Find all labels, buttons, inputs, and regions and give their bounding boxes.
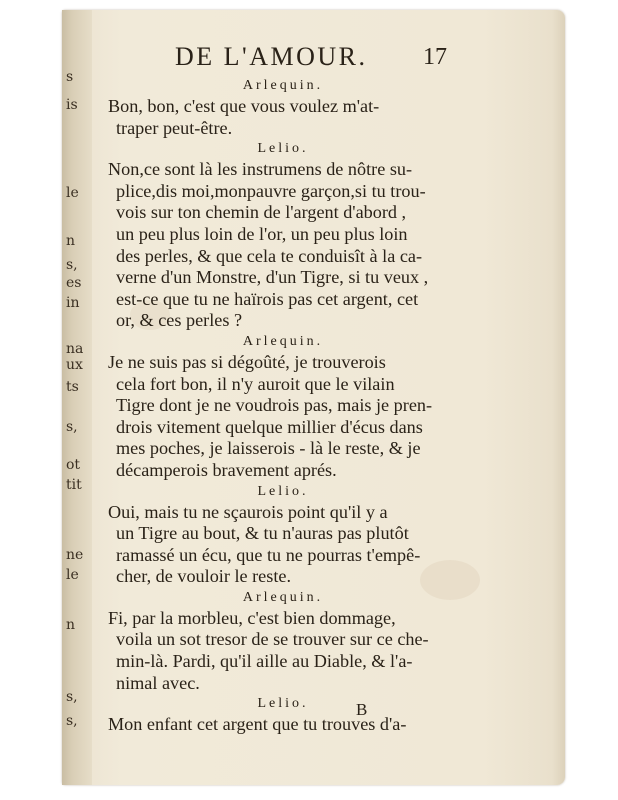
text-line: Non,ce sont là les instrumens de nôtre su- (108, 159, 413, 180)
text-line: drois vitement quelque millier d'écus dans (116, 416, 423, 437)
left-page-fragment: s (66, 69, 74, 85)
speaker-name: Arlequin. (242, 589, 324, 605)
text-line: traper peut-être. (116, 117, 233, 138)
dialogue-block (108, 482, 458, 588)
text-line: cher, de vouloir le reste. (116, 566, 292, 587)
left-page-fragment: in (66, 295, 80, 311)
left-page-fragment: ts (66, 379, 79, 395)
speaker-name: Lelio. (257, 141, 309, 157)
left-page-fragment: s, (66, 419, 78, 435)
text-line: Fi, par la morbleu, c'est bien dommage, (108, 607, 396, 628)
left-page-fragment: s, (66, 689, 78, 705)
text-line: Je ne suis pas si dégoûté, je trouverois (108, 351, 386, 372)
text-line: min-là. Pardi, qu'il aille au Diable, & l'a- (116, 651, 413, 672)
text-line: Bon, bon, c'est que vous voulez m'at- (108, 96, 380, 116)
left-page-fragment: tit (66, 477, 82, 493)
text-line: plice,dis moi,monpauvre garçon,si tu trou- (116, 180, 426, 201)
left-page-fragment: es (66, 275, 82, 291)
left-page-fragment: s, (66, 257, 78, 273)
text-line: Oui, mais tu ne sçaurois point qu'il y a (108, 501, 388, 522)
left-page-fragment: s, (66, 713, 78, 729)
text-line: voila un sot tresor de se trouver sur ce che- (116, 629, 429, 650)
dialogue-text (108, 76, 458, 736)
text-line: verne d'un Monstre, d'un Tigre, si tu veux , (116, 267, 429, 288)
dialogue-block (108, 332, 458, 482)
dialogue-block (108, 76, 458, 139)
speaker-name: Lelio. (257, 696, 309, 712)
page-header (175, 42, 455, 76)
dialogue-block (108, 139, 458, 332)
text-line: cela fort bon, il n'y auroit que le vilain (116, 373, 395, 394)
left-page-fragment: is (66, 97, 78, 113)
text-line: nimal avec. (116, 672, 200, 693)
text-line: un peu plus loin de l'or, un peu plus loin (116, 223, 408, 244)
book-gutter (62, 10, 92, 785)
left-page-fragment: ux (66, 357, 83, 373)
text-line: ramassé un écu, que tu ne pourras t'empê- (116, 544, 421, 565)
dialogue-block (108, 588, 458, 694)
text-line: décamperois bravement aprés. (116, 459, 337, 480)
running-head: DE L'AMOUR. (175, 42, 368, 71)
speaker-name: Lelio. (257, 483, 309, 499)
dialogue-block (108, 694, 458, 736)
speaker-name: Arlequin. (242, 333, 324, 349)
left-page-fragment: n (66, 617, 76, 633)
text-line: vois sur ton chemin de l'argent d'abord , (116, 202, 407, 223)
text-line: Mon enfant cet argent que tu trouves d'a- (108, 714, 407, 735)
text-line: or, & ces perles ? (116, 310, 243, 331)
text-line: des perles, & que cela te conduisît à la ca- (116, 245, 423, 266)
left-page-fragment: le (66, 567, 79, 583)
text-line: Tigre dont je ne voudrois pas, mais je pren- (116, 395, 433, 416)
text-line: un Tigre au bout, & tu n'auras pas plutôt (116, 523, 409, 544)
left-page-fragment: n (66, 233, 76, 249)
text-line: mes poches, je laisserois - là le reste, & je (116, 438, 421, 459)
speaker-name: Arlequin. (242, 78, 324, 93)
left-page-fragment: ne (66, 547, 84, 563)
left-page-fragment: ot (66, 457, 81, 473)
left-page-fragment: le (66, 185, 79, 201)
left-page-fragment: na (66, 341, 84, 357)
signature-mark: B (356, 700, 368, 719)
page-number: 17 (423, 44, 447, 70)
text-line: est-ce que tu ne haïrois pas cet argent, cet (116, 288, 419, 309)
